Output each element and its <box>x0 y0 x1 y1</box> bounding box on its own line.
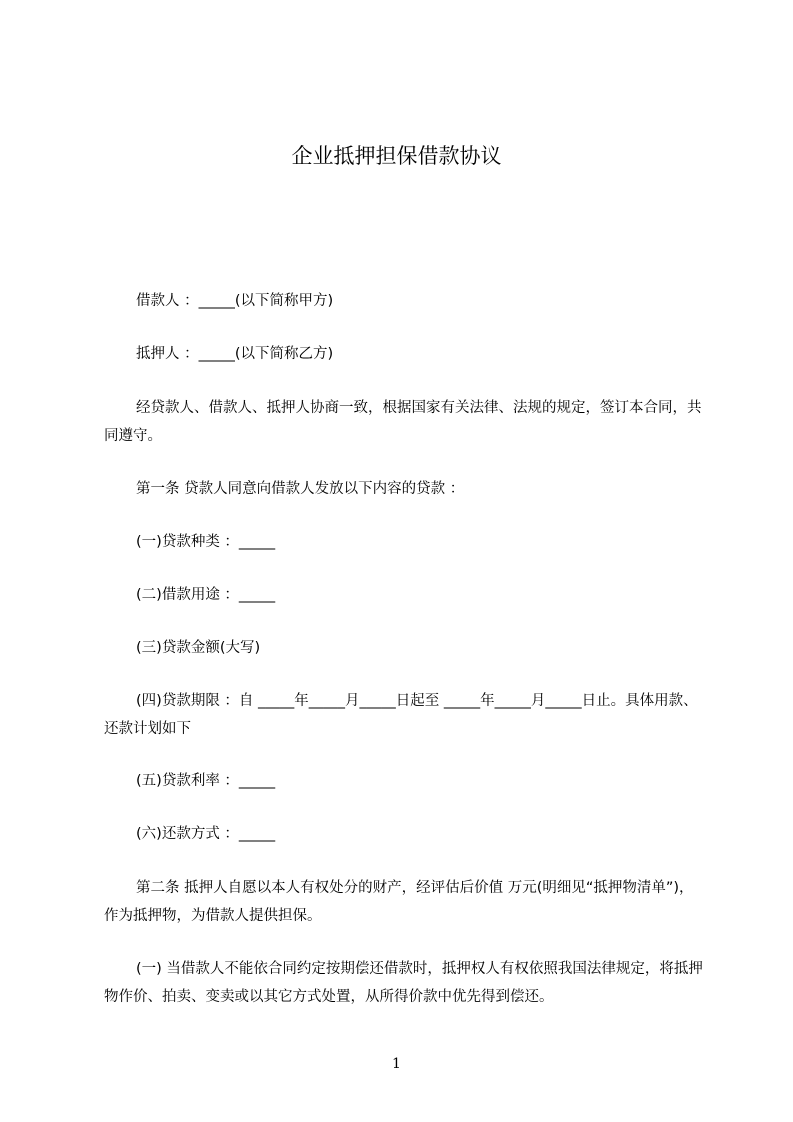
document-title: 企业抵押担保借款协议 <box>291 144 502 168</box>
loan-amount-line: (三)贷款金额(大写) <box>136 640 261 656</box>
preamble-paragraph: 经贷款人、借款人、抵押人协商一致，根据国家有关法律、法规的规定，签订本合同，共同遵守。 <box>104 400 702 444</box>
loan-type-line: (一)贷款种类 ：_____ <box>136 534 276 550</box>
page-number: 1 <box>392 1056 401 1072</box>
borrower-line: 借款人 ：_____(以下简称甲方) <box>136 293 334 309</box>
interest-rate-line: (五)贷款利率 ：_____ <box>136 773 276 789</box>
article-1-heading: 第一条 贷款人同意向借款人发放以下内容的贷款 ： <box>136 481 465 497</box>
loan-term-paragraph: (四)贷款期限 ：自 _____年_____月_____日起至 _____年_____月_____日止。具体用款、还款计划如下 <box>104 693 698 737</box>
loan-purpose-line: (二)借款用途 ：_____ <box>136 587 276 603</box>
mortgagor-line: 抵押人 ：_____(以下简称乙方) <box>136 346 334 362</box>
repayment-method-line: (六)还款方式 ：_____ <box>136 826 276 842</box>
article-2-clause-1: (一) 当借款人不能依合同约定按期偿还借款时，抵押权人有权依照我国法律规定，将抵押物作价、拍卖、变卖或以其它方式处置，从所得价款中优先得到偿还。 <box>104 961 703 1005</box>
article-2-paragraph: 第二条 抵押人自愿以本人有权处分的财产，经评估后价值 万元(明细见“抵押物清单”)，作为抵押物，为借款人提供担保。 <box>104 880 694 924</box>
